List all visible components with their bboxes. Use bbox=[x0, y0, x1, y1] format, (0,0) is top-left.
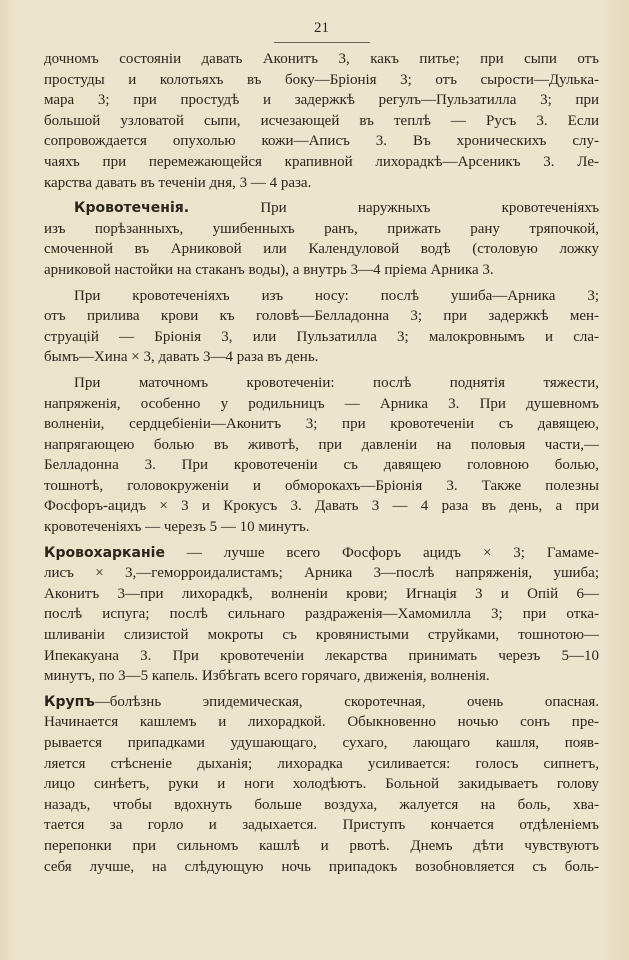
text-line: минутъ, по 3—5 капель. Избѣгать всего горячаго, движенія, волненія. bbox=[44, 668, 490, 685]
text-line: тается за горло и задыхается. Приступъ кончается отдѣленіемъ bbox=[44, 817, 599, 834]
text-fragment: При наружныхъ кровотеченіяхъ bbox=[260, 200, 599, 217]
text-line: арниковой настойки на стаканъ воды), а внутрь 3—4 пріема Арника 3. bbox=[44, 261, 494, 278]
paragraph-uterine-bleeding bbox=[44, 373, 599, 538]
text-line: Начинается кашлемъ и лихорадкой. Обыкновенно ночью сонъ пре- bbox=[44, 714, 599, 731]
text-line: чаяхъ при перемежающейся крапивной лихорадкѣ—Арсеникъ 3. Ле- bbox=[44, 153, 599, 170]
text-line: простуды и колотьяхъ въ боку—Бріонія 3; отъ сырости—Дулька- bbox=[44, 71, 599, 88]
text-line: При маточномъ кровотеченіи: послѣ поднятія тяжести, bbox=[74, 374, 599, 391]
text-line: Белладонна 3. При кровотеченіи съ давящею головною болью, bbox=[44, 457, 599, 474]
text-line bbox=[44, 198, 599, 219]
text-line: бымъ—Хина × 3, давать 3—4 раза въ день. bbox=[44, 349, 319, 366]
text-line: изъ порѣзанныхъ, ушибенныхъ ранъ, прижать рану тряпочкой, bbox=[44, 220, 599, 237]
text-line: Ипекакуана 3. При кровотеченіи лекарства принимать черезъ 5—10 bbox=[44, 647, 599, 664]
text-line: сопровождается опухолью кожи—Аписъ 3. Въ хроническихъ слу- bbox=[44, 133, 599, 150]
page-body bbox=[44, 49, 599, 877]
text-line: Аконитъ 3—при лихорадкѣ, волненіи крови; Игнація 3 и Опій 6— bbox=[44, 585, 599, 602]
text-line: волненіи, сердцебіеніи—Аконитъ 3; при кровотеченіи съ давящею, bbox=[44, 416, 599, 433]
text-line: струацій — Бріонія 3, или Пульзатилла 3; малокровнымъ и сла- bbox=[44, 328, 599, 345]
text-line: себя лучше, на слѣдующую ночь припадокъ возобновляется съ боль- bbox=[44, 858, 599, 875]
paragraph-nosebleed bbox=[44, 286, 599, 368]
text-line: мара 3; при простудѣ и задержкѣ регулъ—Пульзатилла 3; при bbox=[44, 92, 599, 109]
text-fragment: — лучше всего Фосфоръ ацидъ × 3; Гамаме- bbox=[186, 544, 599, 561]
text-line: назадъ, чтобы вдохнуть больше воздуха, жалуется на боль, хва- bbox=[44, 796, 599, 813]
text-line: напряженія, особенно у родильницъ — Арника 3. При душевномъ bbox=[44, 395, 599, 412]
text-line: перепонки при сильномъ кашлѣ и рвотѣ. Днемъ дѣти чувствуютъ bbox=[44, 837, 599, 854]
text-line: тошнотѣ, головокруженіи и обморокахъ—Бріонія 3. Также полезны bbox=[44, 477, 599, 494]
text-line: лисъ × 3,—геморроидалистамъ; Арника 3—послѣ напряженія, ушиба; bbox=[44, 565, 599, 582]
header-rule bbox=[274, 42, 370, 43]
paragraph-hemoptysis bbox=[44, 543, 599, 687]
text-line: кровотеченіяхъ — черезъ 5 — 10 минутъ. bbox=[44, 519, 310, 536]
text-line: Фосфоръ-ацидъ × 3 и Крокусъ 3. Давать 3 — 4 раза въ день, а при bbox=[44, 498, 599, 515]
text-line: ляется стѣсненіе дыханія; лихорадка усиливается: голосъ сипнетъ, bbox=[44, 755, 599, 772]
section-heading-croup: Крупъ bbox=[44, 693, 95, 710]
paragraph-croup bbox=[44, 692, 599, 877]
section-heading-hemoptysis: Кровохарканіе bbox=[44, 544, 165, 561]
text-line: лицо синѣетъ, руки и ноги холодѣютъ. Больной закидываетъ голову bbox=[44, 776, 599, 793]
text-line: дочномъ состояніи давать Аконитъ 3, какъ питье; при сыпи отъ bbox=[44, 51, 599, 67]
text-fragment: —болѣзнь эпидемическая, скоротечная, очень опасная. bbox=[94, 693, 599, 710]
text-line: послѣ испуга; послѣ сильнаго раздраженія—Хамомилла 3; при отка- bbox=[44, 606, 599, 623]
text-line: шливаніи слизистой мокроты съ кровянистыми струйками, тошнотою— bbox=[44, 627, 599, 644]
page-number: 21 bbox=[314, 20, 329, 36]
text-line: большой узловатой сыпи, исчезающей въ теплѣ — Русъ 3. Если bbox=[44, 112, 599, 129]
paragraph-rash bbox=[44, 49, 599, 193]
text-line bbox=[44, 692, 599, 713]
text-line: карства давать въ теченіи дня, 3 — 4 раза. bbox=[44, 174, 312, 191]
paragraph-bleeding bbox=[44, 198, 599, 280]
text-line: отъ прилива крови къ головѣ—Белладонна 3; при задержкѣ мен- bbox=[44, 308, 599, 325]
section-heading-bleeding: Кровотеченія. bbox=[74, 200, 190, 217]
text-line bbox=[44, 543, 599, 564]
text-line: смоченной въ Арниковой или Календуловой водѣ (столовую ложку bbox=[44, 241, 599, 258]
text-line: напрягающею болью въ животѣ, при давленіи на половыя части,— bbox=[44, 436, 599, 453]
text-line: рывается припадками удушающаго, сухаго, лающаго кашля, появ- bbox=[44, 735, 599, 751]
text-line: При кровотеченіяхъ изъ носу: послѣ ушиба—Арника 3; bbox=[74, 287, 599, 304]
